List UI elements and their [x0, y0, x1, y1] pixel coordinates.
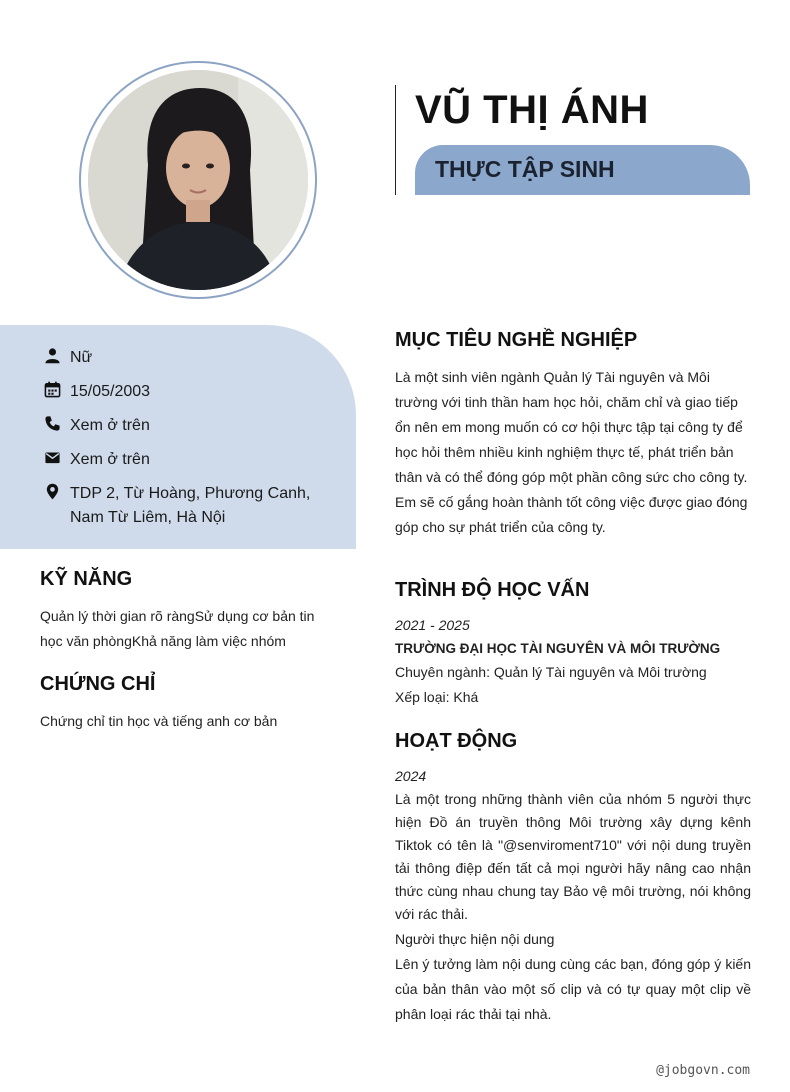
certificates-heading: CHỨNG CHỈ: [40, 673, 156, 695]
calendar-icon: [44, 381, 61, 398]
gender-text: Nữ: [70, 349, 93, 366]
job-title: THỰC TẬP SINH: [435, 156, 615, 182]
phone-text: Xem ở trên: [70, 417, 150, 434]
avatar: [88, 70, 308, 290]
education-heading: TRÌNH ĐỘ HỌC VẤN: [395, 579, 590, 601]
phone-icon: [44, 415, 61, 432]
certificates-text: Chứng chỉ tin học và tiếng anh cơ bản: [40, 713, 278, 729]
location-pin-icon: [44, 483, 61, 500]
birthday-text: 15/05/2003: [70, 383, 151, 400]
objective-heading: MỤC TIÊU NGHỀ NGHIỆP: [395, 329, 638, 351]
email-text: Xem ở trên: [70, 451, 150, 468]
objective-text: Là một sinh viên ngành Quản lý Tài nguyên và Môi trường với tinh thần ham học hỏi, chăm chỉ và giao tiếp ổn nên em mong muốn có cơ hội thực tập tại công ty để học hỏi thêm nhiều kinh nghiệm thực tế, phát triển bản thân và có thể đóng góp một phần công sức cho công ty. Em sẽ cố gắng hoàn thành tốt công việc được giao đóng góp cho sự phát triển của công ty.: [395, 369, 748, 535]
header-divider: [395, 85, 396, 195]
footer-watermark: @jobgovn.com: [656, 1063, 750, 1078]
contact-phone: [44, 414, 150, 434]
envelope-icon: [44, 449, 61, 466]
person-icon: [44, 347, 61, 364]
address-text: TDP 2, Từ Hoàng, Phương Canh, Nam Từ Liêm, Hà Nội: [70, 485, 311, 526]
full-name: VŨ THỊ ÁNH: [415, 88, 649, 132]
skills-text: Quản lý thời gian rõ ràngSử dụng cơ bản tin học văn phòngKhả năng làm việc nhóm: [40, 608, 315, 649]
portrait-photo: [88, 70, 308, 290]
skills-heading: KỸ NĂNG: [40, 568, 133, 590]
contact-gender: [44, 346, 93, 366]
activities-description: Là một trong những thành viên của nhóm 5 người thực hiện Đồ án truyền thông Môi trường xây dựng kênh Tiktok có tên là "@senviroment710" với nội dung truyền tải thông điệp đến tất cả mọi người hãy nâng cao nhận thức cùng nhau chung tay Bảo vệ môi trường, nói không với rác thải.: [395, 791, 751, 922]
contact-birthday: [44, 380, 151, 400]
contact-address: [44, 482, 311, 526]
activities-position: Người thực hiện nội dung: [395, 931, 555, 947]
activities-year: 2024: [395, 768, 427, 784]
education-grade: Xếp loại: Khá: [395, 689, 479, 705]
education-major: Chuyên ngành: Quản lý Tài nguyên và Môi trường: [395, 664, 707, 680]
activities-contribution: Lên ý tưởng làm nội dung cùng các bạn, đóng góp ý kiến của bản thân vào một số clip và có tự quay một clip về phân loại rác thải tại nhà.: [395, 956, 751, 1022]
contact-email: [44, 448, 150, 468]
education-school: TRƯỜNG ĐẠI HỌC TÀI NGUYÊN VÀ MÔI TRƯỜNG: [395, 641, 721, 656]
education-period: 2021 - 2025: [395, 617, 470, 633]
activities-heading: HOẠT ĐỘNG: [395, 730, 518, 752]
